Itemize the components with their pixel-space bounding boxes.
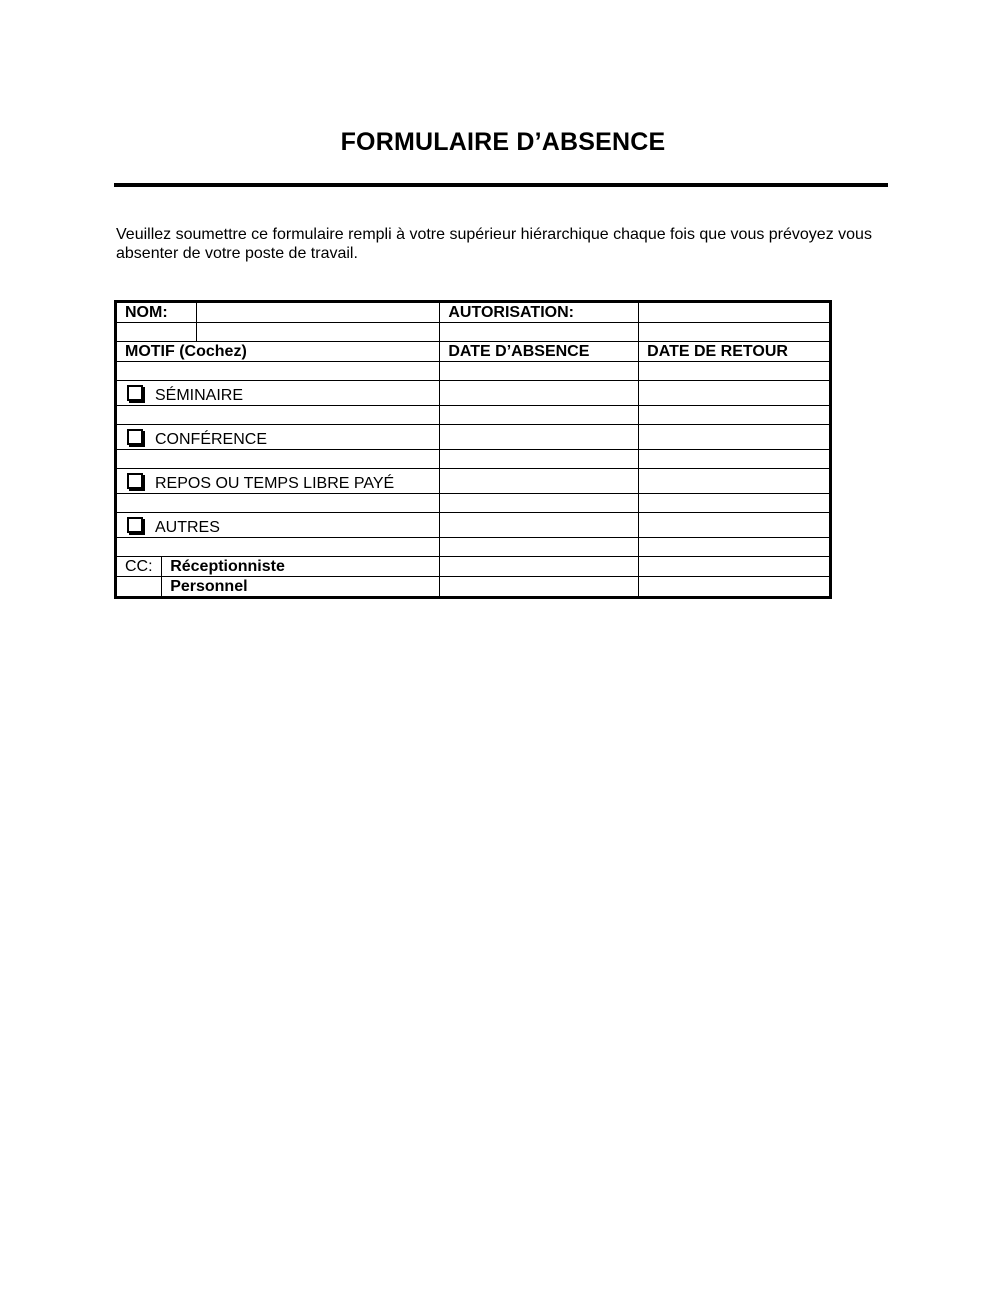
form-row-spacer (116, 494, 831, 513)
date-retour-field[interactable] (639, 469, 831, 494)
autorisation-label-empty (440, 323, 639, 342)
cc-label: CC: (116, 557, 162, 577)
checkbox-icon[interactable] (127, 429, 143, 445)
cc-personnel: Personnel (162, 577, 440, 598)
date-absence-field[interactable] (440, 450, 639, 469)
date-retour-field[interactable] (639, 425, 831, 450)
date-absence-field[interactable] (440, 494, 639, 513)
nom-field-line2[interactable] (197, 323, 440, 342)
nom-label-empty (116, 323, 197, 342)
option-seminaire[interactable] (116, 381, 440, 406)
date-absence-field[interactable] (440, 425, 639, 450)
form-row-option-autres (116, 513, 831, 538)
option-spacer (116, 538, 440, 557)
form-row-header (116, 342, 831, 362)
date-retour-field[interactable] (639, 557, 831, 577)
date-retour-spacer (639, 362, 831, 381)
checkbox-icon[interactable] (127, 473, 143, 489)
title-rule (114, 183, 888, 187)
autorisation-label: AUTORISATION: (440, 302, 639, 323)
date-absence-field[interactable] (440, 406, 639, 425)
autorisation-field[interactable] (639, 302, 831, 323)
option-label: AUTRES (155, 519, 220, 536)
motif-spacer (116, 362, 440, 381)
date-retour-field[interactable] (639, 406, 831, 425)
absence-form-table (114, 300, 832, 599)
motif-label: MOTIF (Cochez) (116, 342, 440, 362)
form-row-spacer (116, 323, 831, 342)
date-absence-field[interactable] (440, 577, 639, 598)
form-row-spacer (116, 538, 831, 557)
date-absence-label: DATE D’ABSENCE (440, 342, 639, 362)
form-row-option-conference (116, 425, 831, 450)
date-retour-label: DATE DE RETOUR (639, 342, 831, 362)
date-retour-field[interactable] (639, 513, 831, 538)
form-row-cc (116, 557, 831, 577)
form-row-spacer (116, 450, 831, 469)
form-row-spacer (116, 406, 831, 425)
option-spacer (116, 450, 440, 469)
option-label: CONFÉRENCE (155, 431, 268, 448)
date-retour-field[interactable] (639, 494, 831, 513)
checkbox-icon[interactable] (127, 517, 143, 533)
form-row-cc (116, 577, 831, 598)
autorisation-field-line2[interactable] (639, 323, 831, 342)
date-absence-field[interactable] (440, 557, 639, 577)
intro-text: Veuillez soumettre ce formulaire rempli à votre supérieur hiérarchique chaque fois que vous prévoyez vous absenter de votre poste de travail. (116, 226, 872, 262)
checkbox-icon[interactable] (127, 385, 143, 401)
option-conference[interactable] (116, 425, 440, 450)
option-label: REPOS OU TEMPS LIBRE PAYÉ (155, 475, 395, 492)
nom-field[interactable] (197, 302, 440, 323)
date-absence-field[interactable] (440, 381, 639, 406)
cc-receptionniste: Réceptionniste (162, 557, 440, 577)
date-retour-field[interactable] (639, 577, 831, 598)
option-spacer (116, 406, 440, 425)
date-retour-field[interactable] (639, 538, 831, 557)
date-absence-field[interactable] (440, 538, 639, 557)
option-autres[interactable] (116, 513, 440, 538)
option-spacer (116, 494, 440, 513)
document-title: FORMULAIRE D’ABSENCE (340, 128, 666, 156)
form-row-spacer (116, 362, 831, 381)
date-retour-field[interactable] (639, 450, 831, 469)
option-label: SÉMINAIRE (155, 387, 244, 404)
form-row-option-repos (116, 469, 831, 494)
date-absence-field[interactable] (440, 513, 639, 538)
date-retour-field[interactable] (639, 381, 831, 406)
cc-label-empty (116, 577, 162, 598)
date-absence-spacer (440, 362, 639, 381)
form-row-nom (116, 302, 831, 323)
nom-label: NOM: (116, 302, 197, 323)
option-repos[interactable] (116, 469, 440, 494)
form-row-option-seminaire (116, 381, 831, 406)
date-absence-field[interactable] (440, 469, 639, 494)
